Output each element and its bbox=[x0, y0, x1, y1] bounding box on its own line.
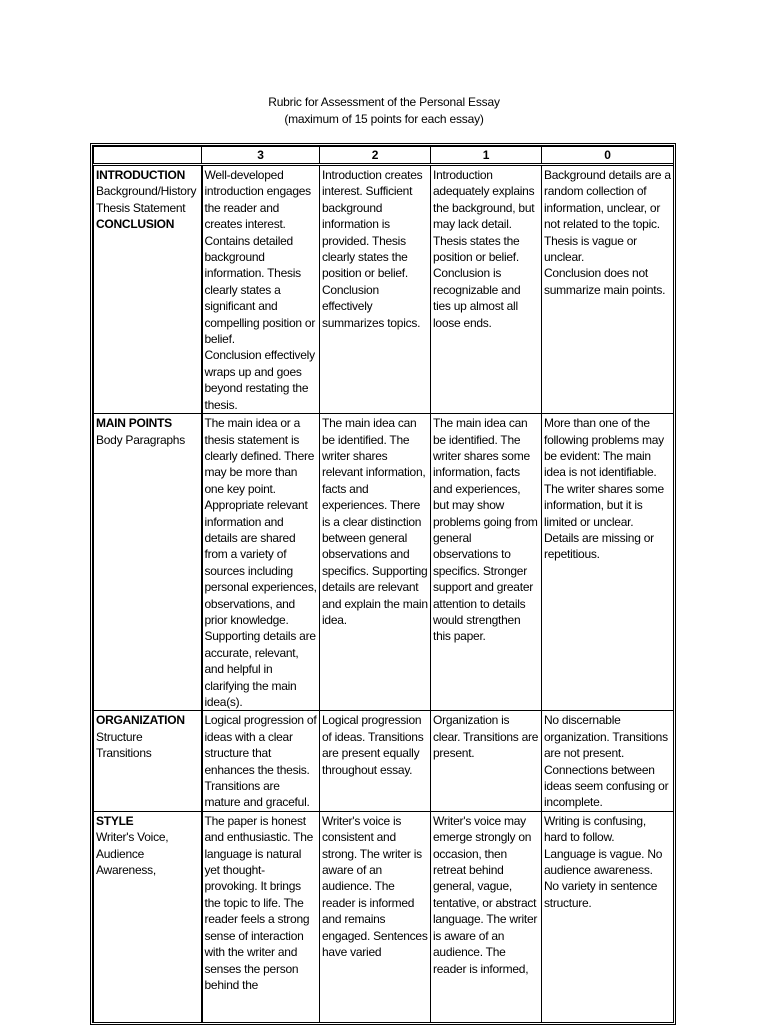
rubric-table-frame bbox=[90, 143, 676, 1025]
score-0-cell: Writing is confusing, hard to follow. Language is vague. No audience awareness. No variety in sentence structure. bbox=[542, 811, 674, 1025]
criteria-title: ORGANIZATION bbox=[96, 713, 185, 728]
score-0-cell: No discernable organization. Transitions are not present. Connections between ideas seem confusing or incomplete. bbox=[542, 711, 674, 811]
criteria-subtitle: Structure Transitions bbox=[96, 729, 152, 761]
score-1-cell: The main idea can be identified. The writer shares some information, facts and experiences, but may show problems going from general observations to specifics. Stronger support and greater attention to details would strengthen this paper. bbox=[431, 414, 542, 711]
score-2-cell: Logical progression of ideas. Transitions are present equally throughout essay. bbox=[320, 711, 431, 811]
criteria-cell bbox=[94, 811, 202, 1025]
document-title bbox=[0, 94, 768, 128]
criteria-cell bbox=[94, 414, 202, 711]
header-criteria bbox=[94, 147, 202, 165]
title-line-1: Rubric for Assessment of the Personal Essay bbox=[268, 95, 500, 109]
header-score-2: 2 bbox=[320, 147, 431, 165]
header-score-3: 3 bbox=[202, 147, 320, 165]
criteria-title-2: CONCLUSION bbox=[96, 217, 175, 232]
criteria-title: STYLE bbox=[96, 813, 134, 828]
row-main-points bbox=[94, 414, 674, 711]
title-line-2: (maximum of 15 points for each essay) bbox=[284, 112, 484, 126]
rubric-table bbox=[93, 146, 674, 1025]
score-1-cell: Introduction adequately explains the background, but may lack detail. Thesis states the position or belief. Conclusion is recognizable and ties up almost all loose ends. bbox=[431, 165, 542, 414]
criteria-cell bbox=[94, 711, 202, 811]
row-style bbox=[94, 811, 674, 1025]
criteria-subtitle: Background/History Thesis Statement bbox=[96, 184, 197, 215]
score-2-cell: Writer's voice is consistent and strong. The writer is aware of an audience. The reader is informed and remains engaged. Sentences have varied bbox=[320, 811, 431, 1025]
header-score-1: 1 bbox=[431, 147, 542, 165]
score-3-cell: The main idea or a thesis statement is clearly defined. There may be more than one key point. Appropriate relevant information and details are shared from a variety of sources including personal experiences, observations, and prior knowledge. Supporting details are accurate, relevant, and helpful in clarifying the main idea(s). bbox=[202, 414, 320, 711]
score-1-cell: Organization is clear. Transitions are present. bbox=[431, 711, 542, 811]
header-row bbox=[94, 147, 674, 165]
criteria-title: INTRODUCTION bbox=[96, 168, 185, 182]
score-1-cell: Writer's voice may emerge strongly on occasion, then retreat behind general, vague, tentative, or abstract language. The writer is aware of an audience. The reader is informed, bbox=[431, 811, 542, 1025]
criteria-subtitle: Body Paragraphs bbox=[96, 432, 185, 447]
header-score-0: 0 bbox=[542, 147, 674, 165]
row-organization bbox=[94, 711, 674, 811]
score-0-cell: More than one of the following problems may be evident: The main idea is not identifiable. The writer shares some information, but it is limited or unclear. Details are missing or repetitious. bbox=[542, 414, 674, 711]
criteria-subtitle: Writer's Voice, Audience Awareness, bbox=[96, 830, 169, 878]
score-3-cell: Logical progression of ideas with a clear structure that enhances the thesis. Transitions are mature and graceful. bbox=[202, 711, 320, 811]
row-introduction bbox=[94, 165, 674, 414]
score-2-cell: The main idea can be identified. The writer shares relevant information, facts and experiences. There is a clear distinction between general observations and specifics. Supporting details are relevant and explain the main idea. bbox=[320, 414, 431, 711]
criteria-title: MAIN POINTS bbox=[96, 416, 172, 431]
criteria-cell bbox=[94, 165, 202, 414]
score-0-cell: Background details are a random collection of information, unclear, or not related to the topic. Thesis is vague or unclear. Conclusion does not summarize main points. bbox=[542, 165, 674, 414]
score-3-cell: Well-developed introduction engages the reader and creates interest. Contains detailed background information. Thesis clearly states a significant and compelling position or belief. Conclusion effectively wraps up and goes beyond restating the thesis. bbox=[202, 165, 320, 414]
score-2-cell: Introduction creates interest. Sufficient background information is provided. Thesis clearly states the position or belief. Conclusion effectively summarizes topics. bbox=[320, 165, 431, 414]
score-3-cell: The paper is honest and enthusiastic. The language is natural yet thought-provoking. It brings the topic to life. The reader feels a strong sense of interaction with the writer and senses the person behind the bbox=[202, 811, 320, 1025]
